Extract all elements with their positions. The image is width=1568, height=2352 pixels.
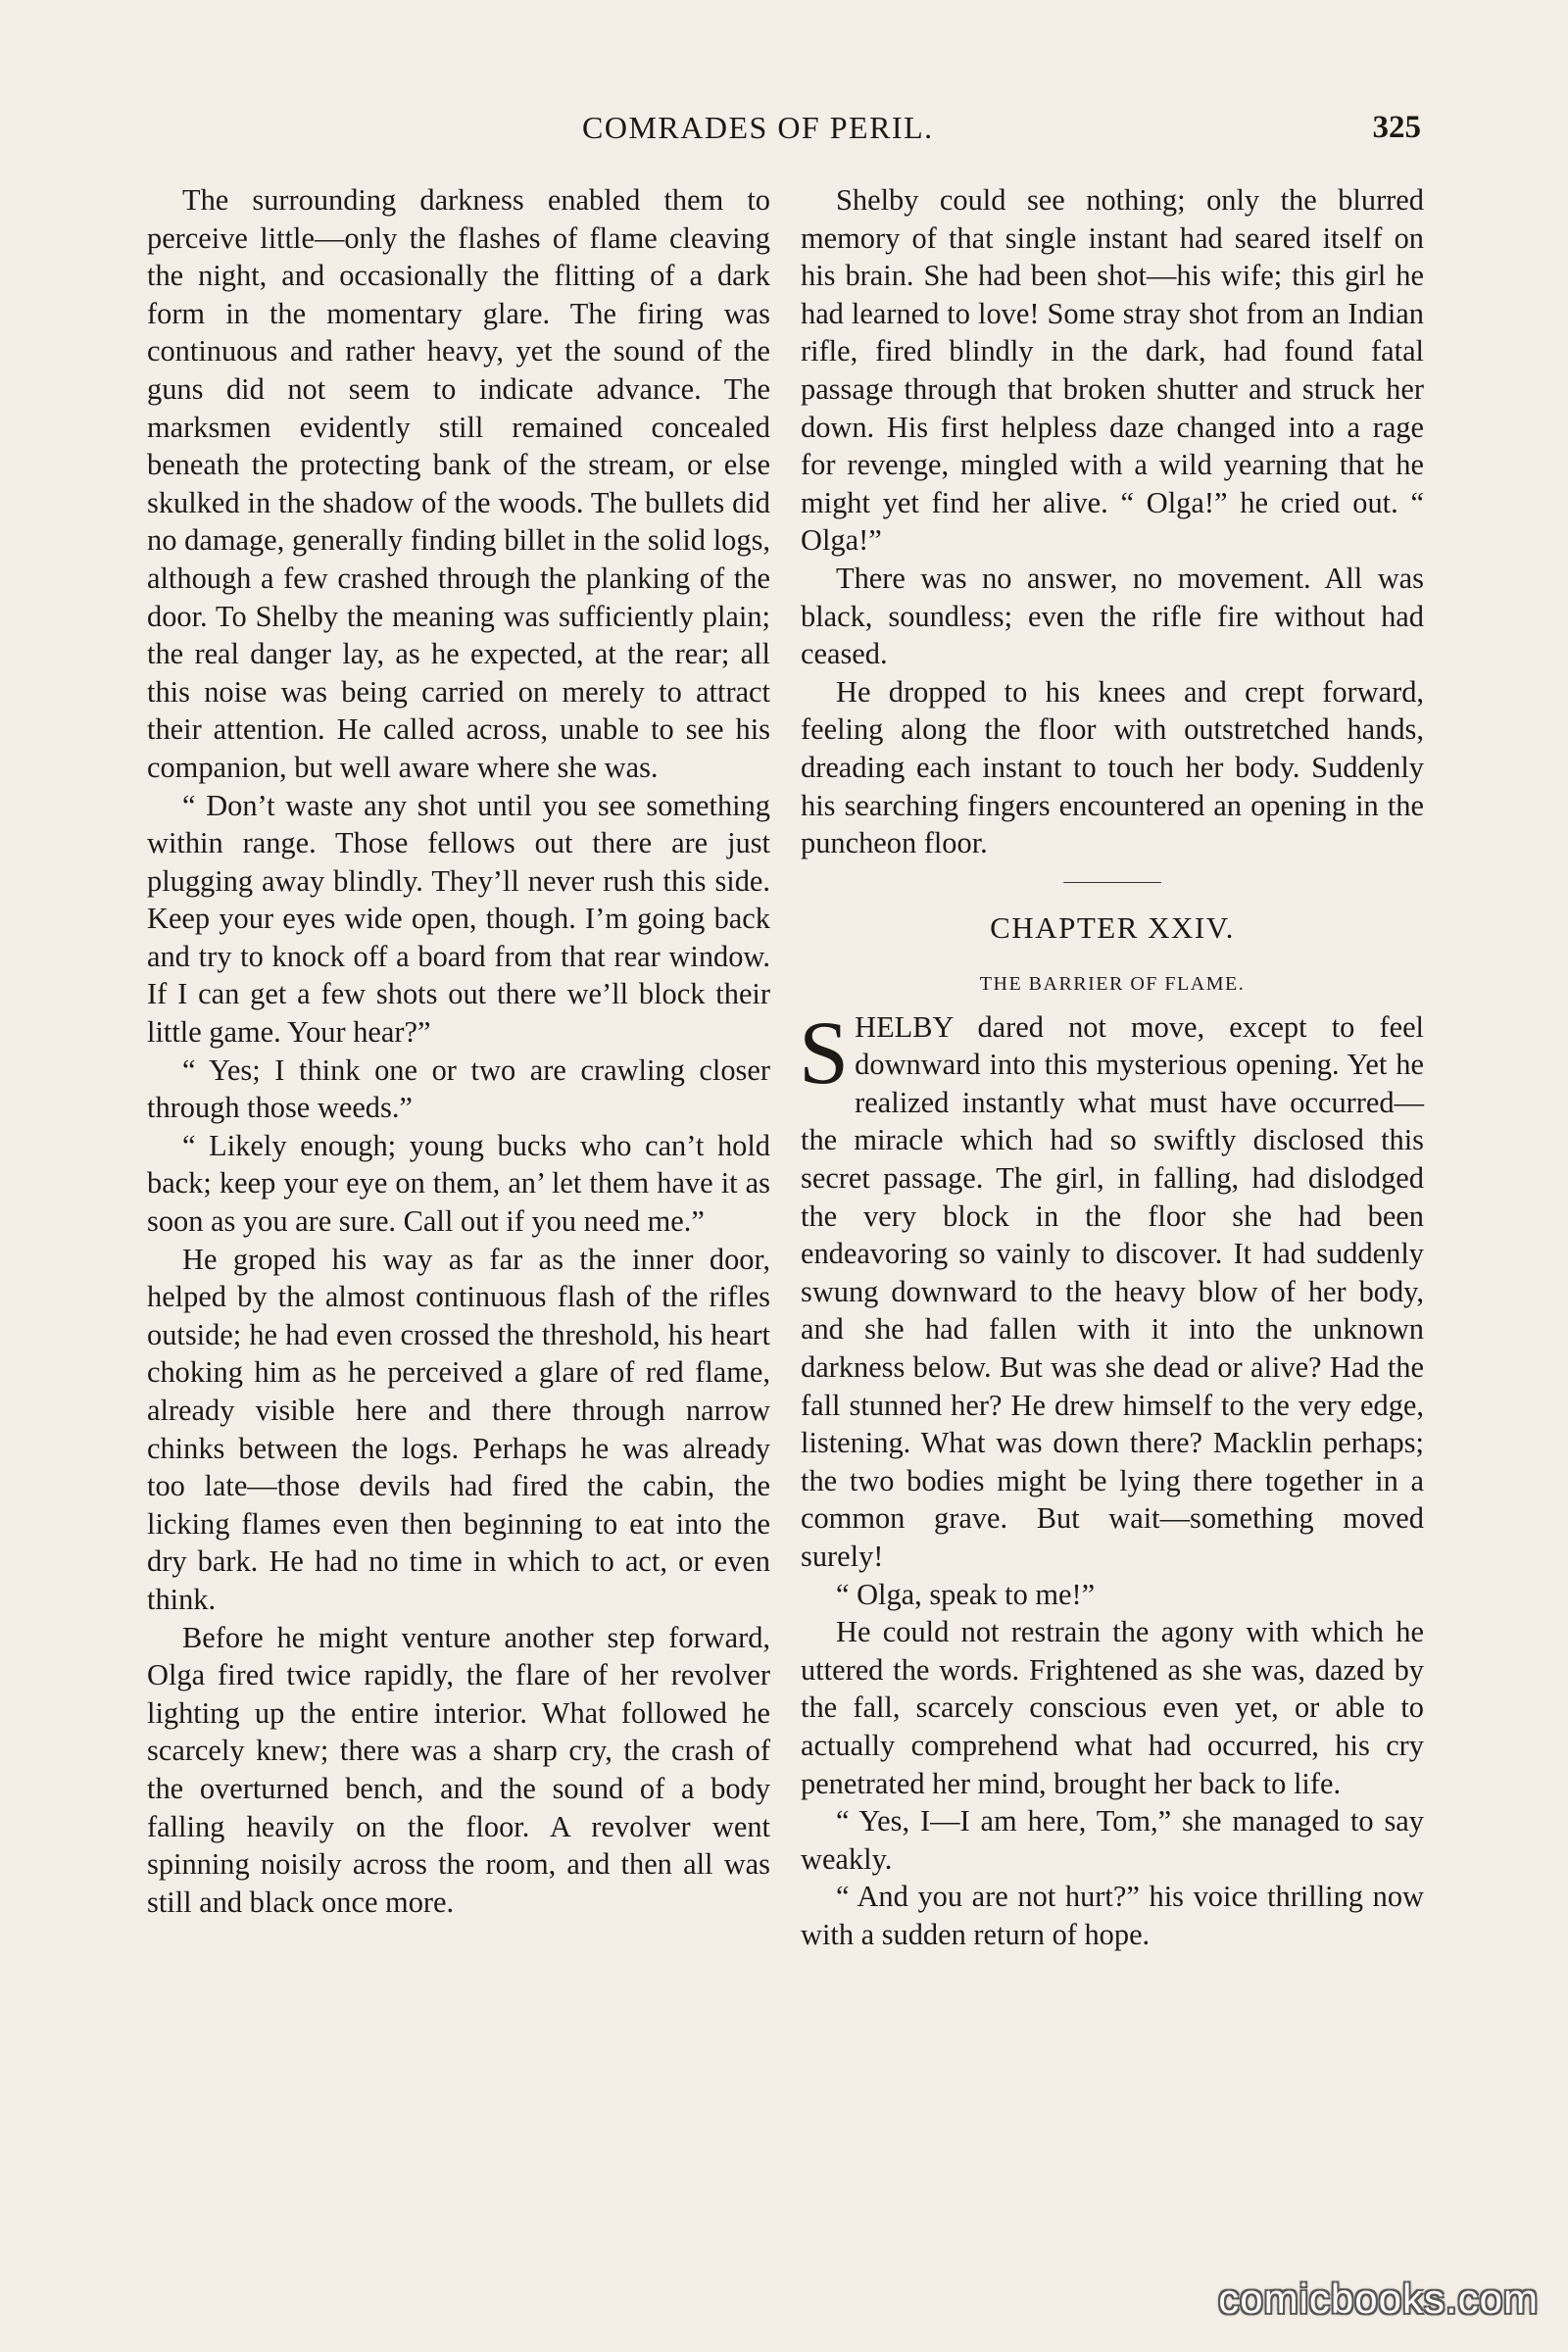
paragraph: He groped his way as far as the inner door, helped by the almost continuous flash of the rifles outside; he had even crossed the threshold, his heart choking him as he perceived a glare of red flame, already visible here and there through narrow chinks between the logs. Perhaps he was already too late—those devils had fired the cabin, the licking flames even then beginning to eat into the dry bark. He had no time in which to act, or even think. bbox=[147, 1242, 770, 1616]
paragraph: The surrounding darkness enabled them to perceive little—only the flashes of flame cleaving the night, and occasionally the flitting of a dark form in the momentary glare. The firing was continuous and rather heavy, yet the sound of the guns did not seem to indicate advance. The marksmen evidently still remained concealed beneath the protecting bank of the stream, or else skulked in the shadow of the woods. The bullets did no damage, generally finding billet in the solid logs, although a few crashed through the planking of the door. To Shelby the meaning was sufficiently plain; the real danger lay, as he expected, at the rear; all this noise was being carried on merely to attract their attention. He called across, unable to see his companion, but well aware where she was. bbox=[147, 183, 770, 784]
chapter-first-paragraph bbox=[799, 1002, 1424, 1576]
paragraph: Shelby could see nothing; only the blurred memory of that single instant had seared itself on his brain. She had been shot—his wife; this girl he had learned to love! Some stray shot from an Indian rifle, fired blindly in the dark, had found fatal passage through that broken shutter and struck her down. His first helpless daze changed into a rage for revenge, mingled with a wild yearning that he might yet find her alive. “ Olga!” he cried out. “ Olga!” bbox=[801, 183, 1424, 558]
paragraph: Before he might venture another step forward, Olga fired twice rapidly, the flare of her revolver lighting up the entire interior. What followed he scarcely knew; there was a sharp cry, the crash of the overturned bench, and the sound of a body falling heavily on the floor. A revolver went spinning noisily across the room, and then all was still and black once more. bbox=[147, 1620, 770, 1919]
left-column bbox=[147, 181, 770, 1921]
paragraph: “ Likely enough; young bucks who can’t hold back; keep your eye on them, an’ let them have it as soon as you are sure. Call out if you need me.” bbox=[147, 1128, 770, 1239]
paragraph: “ Yes; I think one or two are crawling closer through those weeds.” bbox=[147, 1053, 770, 1125]
paragraph: “ Olga, speak to me!” bbox=[836, 1577, 1096, 1611]
page-number: 325 bbox=[1372, 110, 1421, 145]
paragraph: There was no answer, no movement. All was black, soundless; even the rifle fire without had ceased. bbox=[801, 561, 1424, 671]
paragraph: “ And you are not hurt?” his voice thrilling now with a sudden return of hope. bbox=[801, 1880, 1424, 1951]
running-title: COMRADES OF PERIL. bbox=[582, 110, 934, 145]
page-header bbox=[147, 110, 1421, 159]
first-paragraph-text: HELBY dared not move, except to feel downward into this mysterious opening. Yet he realized instantly what must have occurred—the miracle which had so swiftly disclosed this secret passage. The girl, in falling, had dislodged the very block in the floor she had been endeavoring so vainly to discover. It had suddenly swung downward to the heavy blow of her body, and she had fallen with it into the unknown darkness below. But was she dead or alive? Had the fall stunned her? He drew himself to the very edge, listening. What was down there? Macklin perhaps; the two bodies might be lying there together in a common grave. But wait—something moved surely! bbox=[801, 1009, 1424, 1573]
right-column bbox=[801, 181, 1424, 1954]
chapter-subtitle: THE BARRIER OF FLAME. bbox=[979, 972, 1246, 995]
paragraph: He dropped to his knees and crept forward, feeling along the floor with outstretched hands, dreading each instant to touch her body. Suddenly his searching fingers encountered an opening in the puncheon floor. bbox=[801, 674, 1424, 860]
paragraph: He could not restrain the agony with which he uttered the words. Frightened as she was, dazed by the fall, scarcely conscious even yet, or able to actually comprehend what had occurred, his cry penetrated her mind, brought her back to life. bbox=[801, 1615, 1424, 1800]
section-divider bbox=[1063, 882, 1161, 883]
watermark: comicbooks.com bbox=[1218, 2276, 1539, 2322]
paragraph: “ Yes, I—I am here, Tom,” she managed to say weakly. bbox=[801, 1804, 1424, 1876]
drop-cap: S bbox=[799, 1002, 850, 1102]
paragraph: “ Don’t waste any shot until you see something within range. Those fellows out there are just plugging away blindly. They’ll never rush this side. Keep your eyes wide open, though. I’m going back and try to knock off a board from that rear window. If I can get a few shots out there we’ll block their little game. Your hear?” bbox=[147, 788, 770, 1050]
chapter-heading: CHAPTER XXIV. bbox=[990, 909, 1235, 945]
